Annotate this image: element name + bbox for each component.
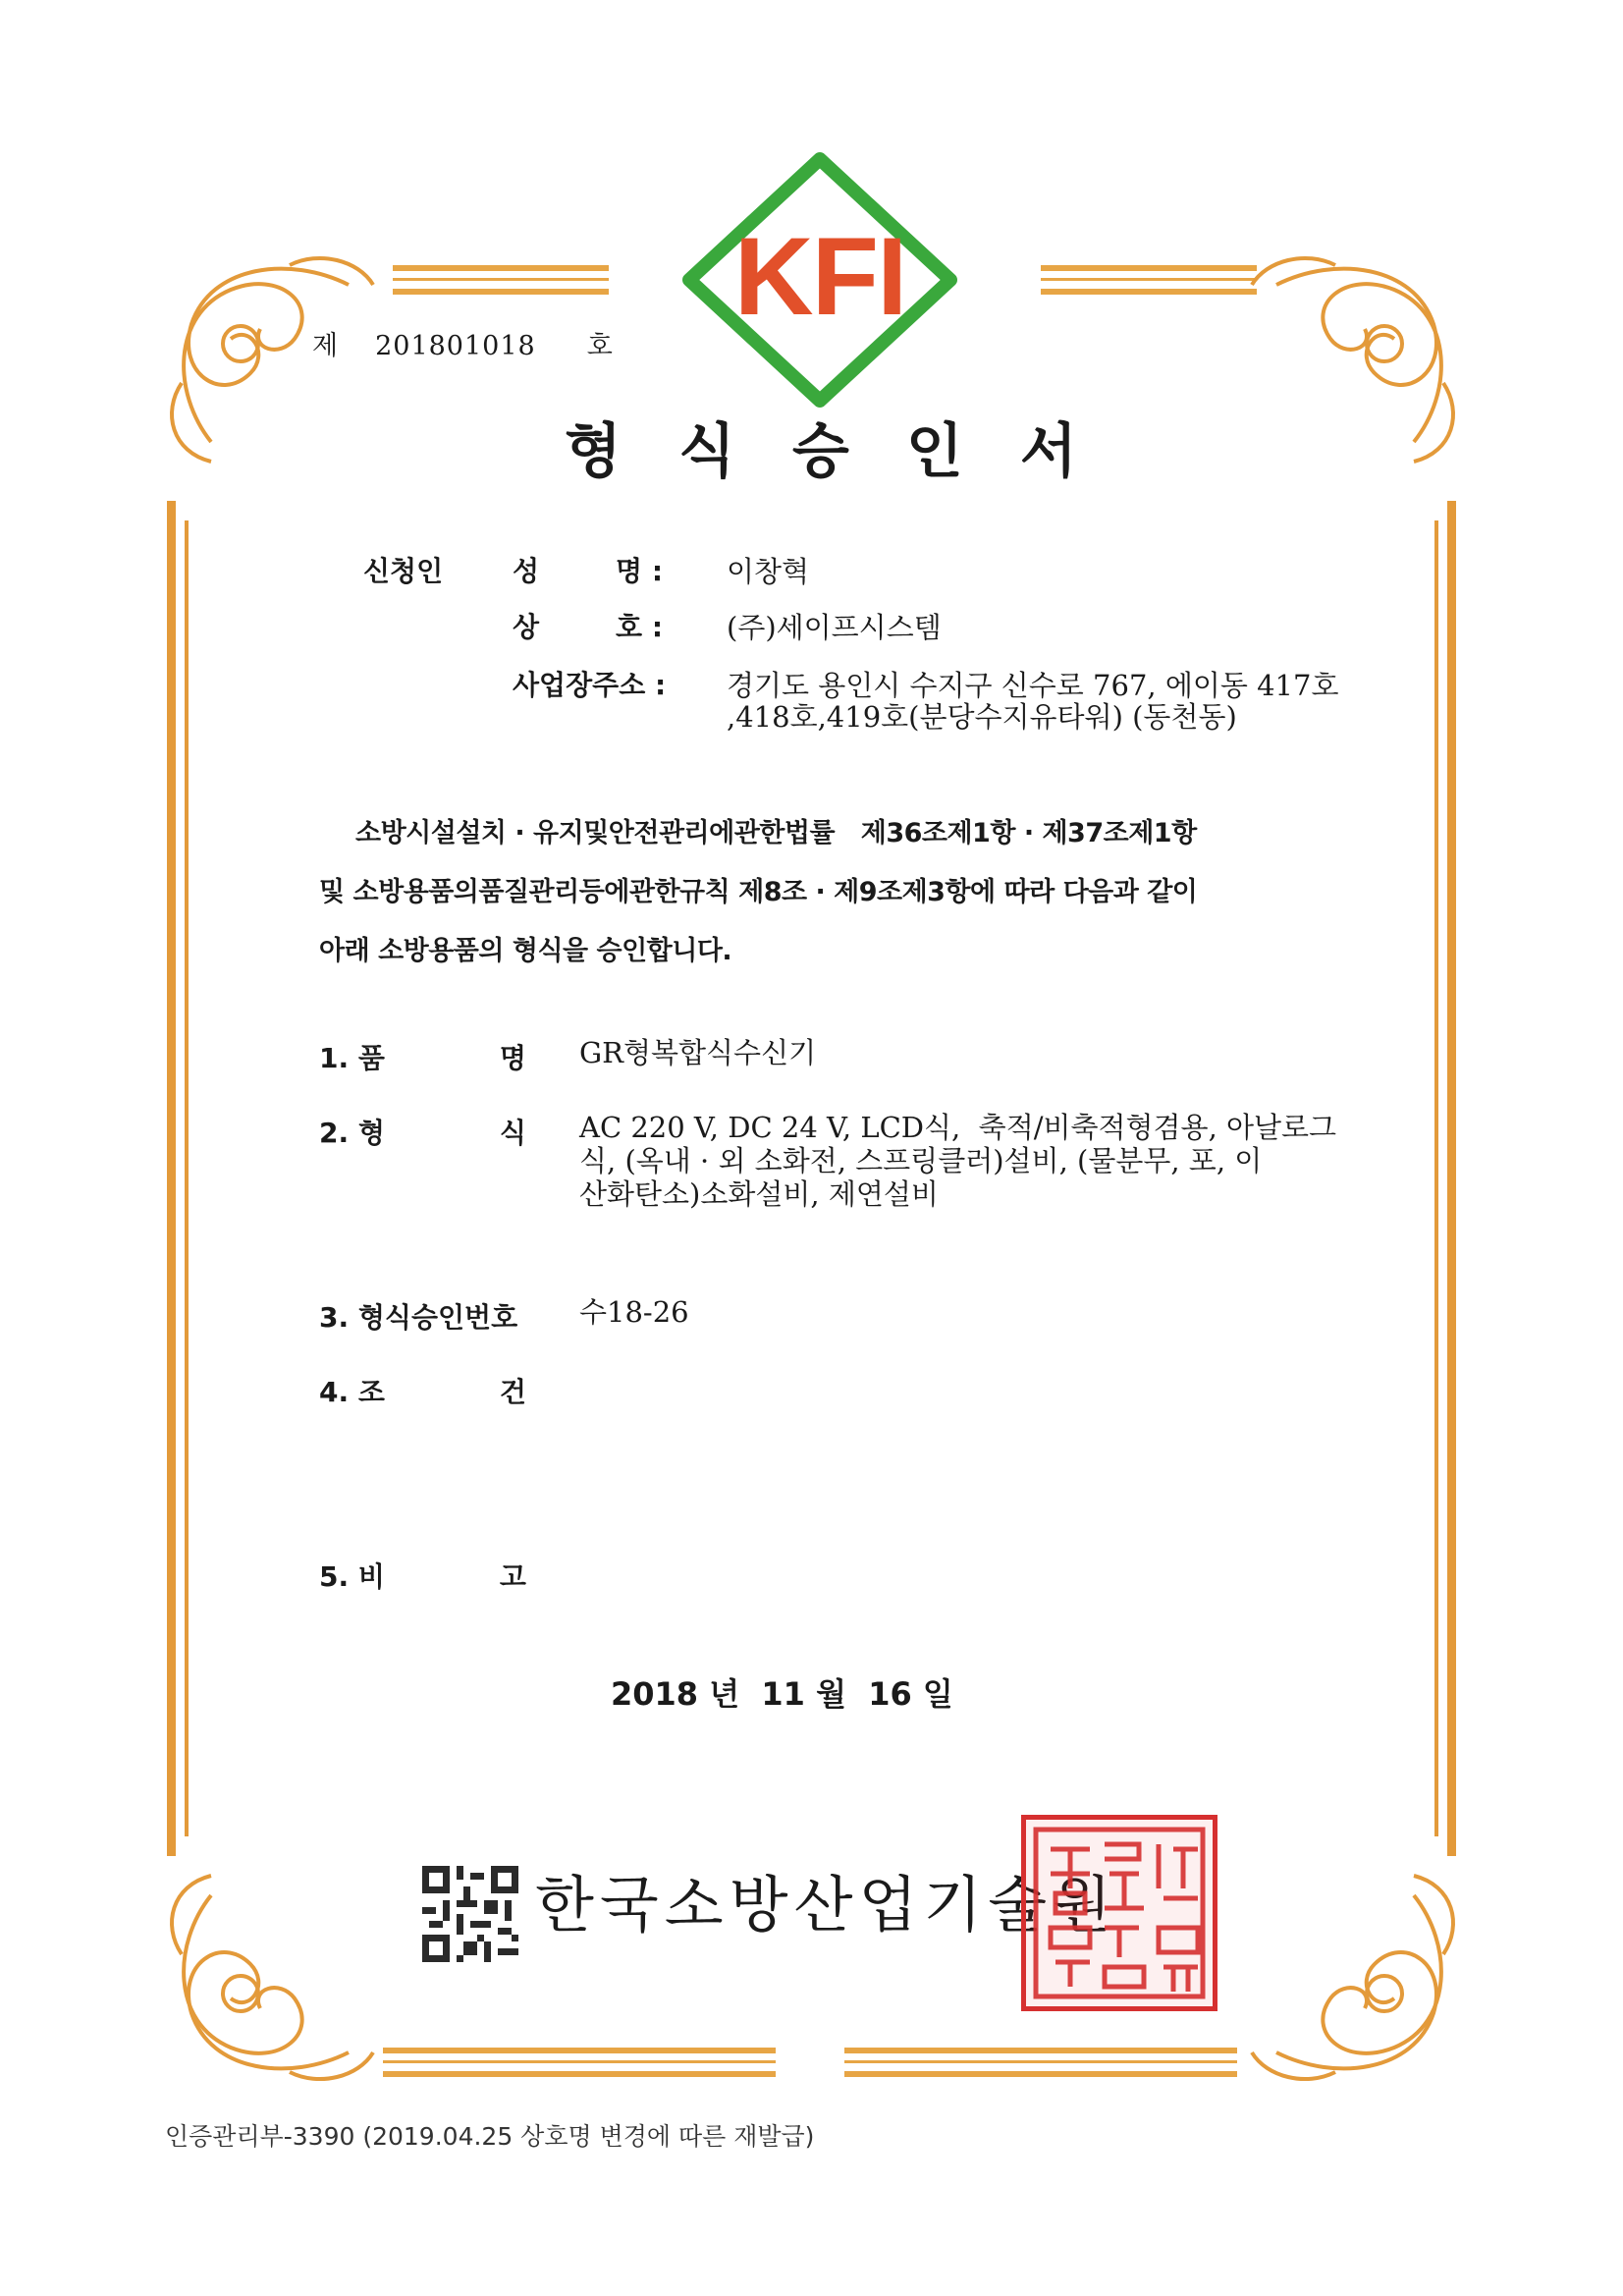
reissue-footnote: 인증관리부-3390 (2019.04.25 상호명 변경에 따른 재발급): [165, 2122, 815, 2151]
statute-line-1: 소방시설설치 · 유지및안전관리에관한법률 제36조제1항 · 제37조제1항: [355, 818, 1197, 848]
flourish-bottom-left-icon: [152, 1866, 378, 2092]
border-bottom-right-3: [844, 2071, 1237, 2077]
product-value: GR형복합식수신기: [579, 1036, 817, 1069]
approval-number-value: 수18-26: [579, 1295, 689, 1329]
qr-code-icon: [422, 1866, 518, 1962]
border-top-right-1: [1041, 265, 1257, 271]
model-line-2: 식, (옥내 · 외 소화전, 스프링클러)설비, (물분무, 포, 이: [579, 1144, 1263, 1177]
remarks-label: 5. 비 고: [319, 1560, 526, 1593]
issuer-name: 한국소방산업기술원: [535, 1869, 1118, 1941]
border-top-left-1: [393, 265, 609, 271]
product-label: 1. 품 명: [319, 1042, 526, 1074]
serial-value: 201801018: [375, 331, 536, 361]
document-title: 형식승인서: [565, 417, 1134, 486]
serial-number: [312, 324, 613, 362]
serial-prefix: 제: [312, 331, 339, 361]
border-bottom-left-3: [383, 2071, 776, 2077]
address-line-1: 경기도 용인시 수지구 신수로 767, 에이동 417호: [727, 669, 1339, 702]
border-top-right-2: [1041, 278, 1257, 281]
flourish-bottom-right-icon: [1247, 1866, 1473, 2092]
company-name: (주)세이프시스템: [727, 611, 942, 644]
border-bottom-left-1: [383, 2048, 776, 2053]
border-bottom-right-1: [844, 2048, 1237, 2053]
kfi-logo: [677, 147, 962, 412]
border-bottom-left-2: [383, 2060, 776, 2063]
border-right-inner: [1434, 520, 1438, 1836]
address-label: 사업장주소 :: [513, 669, 667, 701]
model-label: 2. 형 식: [319, 1117, 526, 1149]
logo-text: KFI: [733, 215, 906, 338]
flourish-top-right-icon: [1247, 246, 1473, 471]
applicant-name-label: 성 명 :: [513, 555, 664, 587]
applicant-group-label: 신청인: [363, 555, 444, 587]
border-top-left-2: [393, 278, 609, 281]
statute-line-2: 및 소방용품의품질관리등에관한규칙 제8조 · 제9조제3항에 따라 다음과 같이: [319, 877, 1198, 907]
border-left-outer: [167, 501, 176, 1856]
border-top-right-3: [1041, 289, 1257, 295]
model-line-1: AC 220 V, DC 24 V, LCD식, 축적/비축적형겸용, 아날로그: [579, 1111, 1337, 1144]
conditions-label: 4. 조 건: [319, 1376, 526, 1408]
approval-number-label: 3. 형식승인번호: [319, 1301, 518, 1334]
border-top-left-3: [393, 289, 609, 295]
statute-line-3: 아래 소방용품의 형식을 승인합니다.: [319, 936, 732, 966]
address-line-2: ,418호,419호(분당수지유타워) (동천동): [727, 700, 1237, 734]
company-label: 상 호 :: [513, 611, 664, 643]
issue-date: 2018 년 11 월 16 일: [611, 1675, 953, 1713]
seal-graphic-icon: [1026, 1820, 1213, 2006]
applicant-name: 이창혁: [727, 555, 810, 588]
serial-suffix: 호: [586, 331, 613, 361]
border-bottom-right-2: [844, 2060, 1237, 2063]
model-line-3: 산화탄소)소화설비, 제연설비: [579, 1177, 939, 1211]
official-seal: [1021, 1815, 1217, 2011]
border-left-inner: [185, 520, 189, 1836]
border-right-outer: [1447, 501, 1456, 1856]
